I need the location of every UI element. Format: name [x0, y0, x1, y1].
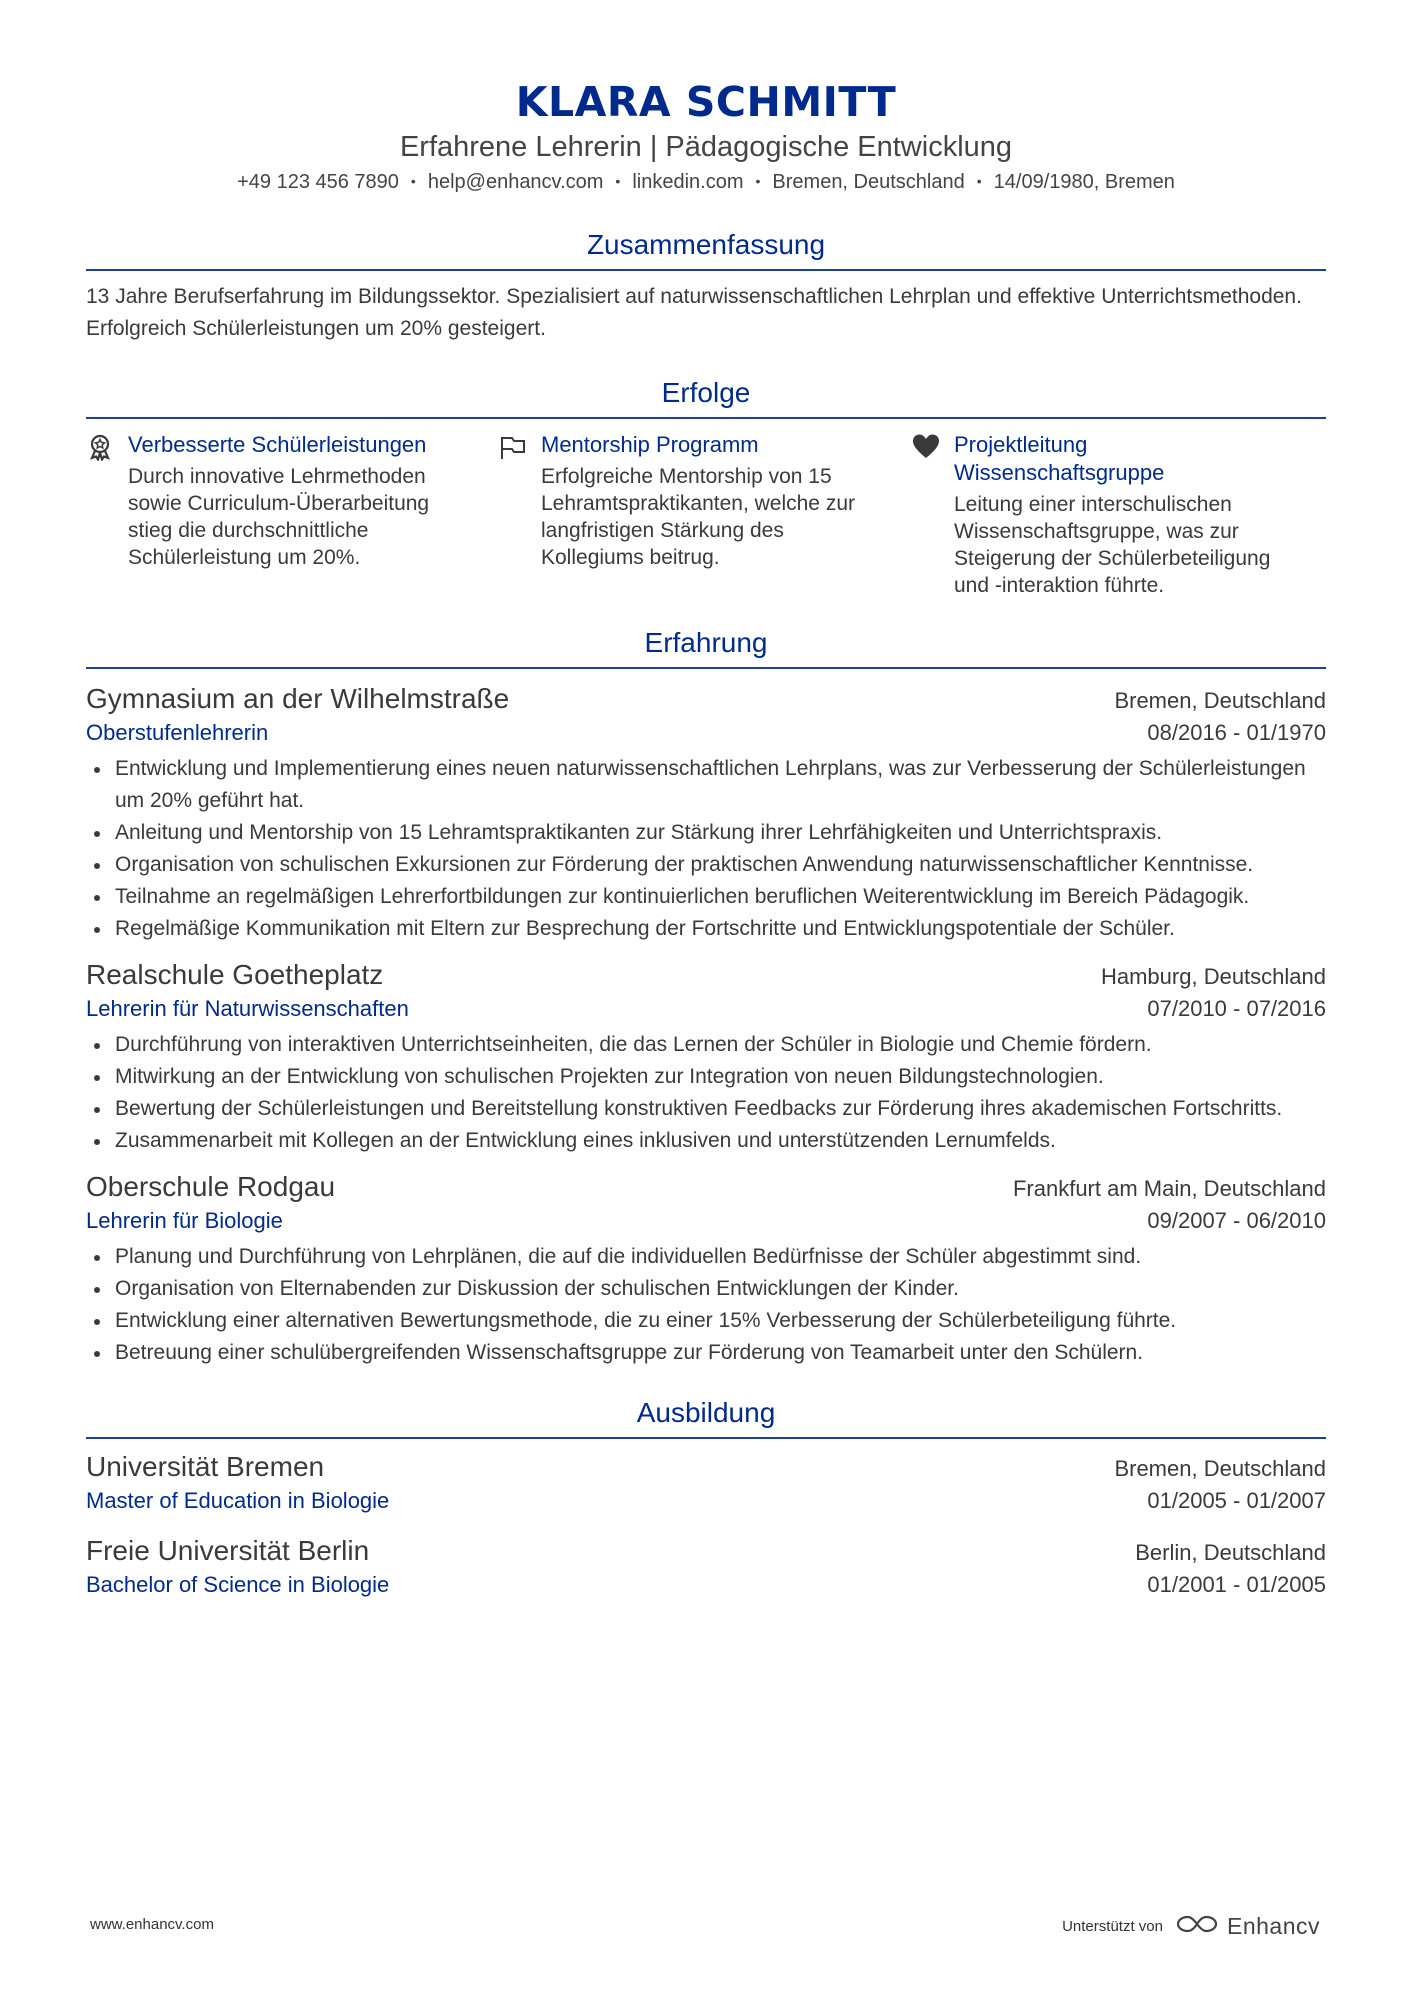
summary-section	[86, 227, 1326, 345]
contact-separator: •	[410, 173, 416, 189]
achievement-item	[912, 431, 1325, 599]
education-degree: Bachelor of Science in Biologie	[86, 1572, 390, 1597]
achievement-item	[86, 431, 499, 599]
contact-birth: 14/09/1980, Bremen	[993, 171, 1175, 193]
job-location: Frankfurt am Main, Deutschland	[1012, 1176, 1326, 1201]
education-location: Berlin, Deutschland	[1135, 1540, 1326, 1565]
list-item: Teilnahme an regelmäßigen Lehrerfortbildungen zur kontinuierlichen beruflichen Weiterentwicklung im Bereich Pädagogik.	[86, 881, 1326, 913]
job-entry	[86, 681, 1326, 945]
section-title: Erfahrung	[86, 625, 1326, 669]
education-dates: 01/2001 - 01/2005	[1147, 1572, 1326, 1597]
summary-text: 13 Jahre Berufserfahrung im Bildungssektor. Spezialisiert auf naturwissenschaftlichen Lehrplan und effektive Unterrichtsmethoden. Erfolgreich Schülerleistungen um 20% gesteigert.	[86, 285, 1302, 340]
job-location: Hamburg, Deutschland	[1100, 964, 1326, 989]
contact-line	[86, 168, 1326, 197]
contact-separator: •	[976, 173, 982, 189]
job-dates: 07/2010 - 07/2016	[1147, 996, 1326, 1021]
heart-icon	[912, 431, 954, 599]
list-item: Betreuung einer schulübergreifenden Wissenschaftsgruppe zur Förderung von Teamarbeit unter den Schülern.	[86, 1337, 1326, 1369]
job-dates: 09/2007 - 06/2010	[1147, 1208, 1326, 1233]
list-item: Organisation von schulischen Exkursionen zur Förderung der praktischen Anwendung naturwissenschaftlicher Kenntnisse.	[86, 849, 1326, 881]
job-entry	[86, 1169, 1326, 1369]
list-item: Regelmäßige Kommunikation mit Eltern zur Besprechung der Fortschritte und Entwicklungspotentiale der Schüler.	[86, 913, 1326, 945]
section-title: Zusammenfassung	[86, 227, 1326, 271]
job-organization: Realschule Goetheplatz	[86, 959, 384, 990]
achievement-title: Mentorship Programm	[541, 432, 759, 457]
achievements-section	[86, 375, 1326, 599]
award-icon	[86, 431, 128, 599]
achievements-grid	[86, 431, 1326, 599]
list-item: Durchführung von interaktiven Unterrichtseinheiten, die das Lernen der Schüler in Biologie und Chemie fördern.	[86, 1029, 1326, 1061]
contact-email[interactable]: help@enhancv.com	[427, 171, 604, 193]
education-degree: Master of Education in Biologie	[86, 1488, 390, 1513]
achievement-item	[499, 431, 912, 599]
education-section	[86, 1395, 1326, 1601]
job-role: Oberstufenlehrerin	[86, 720, 269, 745]
footer-branding	[1062, 1912, 1320, 1941]
list-item: Bewertung der Schülerleistungen und Bereitstellung konstruktiven Feedbacks zur Förderung ihres akademischen Fortschritts.	[86, 1093, 1326, 1125]
achievement-title: Verbesserte Schülerleistungen	[128, 432, 427, 457]
job-entry	[86, 957, 1326, 1157]
list-item: Planung und Durchführung von Lehrplänen, die auf die individuellen Bedürfnisse der Schüler abgestimmt sind.	[86, 1241, 1326, 1273]
list-item: Entwicklung und Implementierung eines neuen naturwissenschaftlichen Lehrplans, was zur Verbesserung der Schülerleistungen um 20% geführt hat.	[86, 753, 1326, 817]
candidate-subtitle: Erfahrene Lehrerin | Pädagogische Entwicklung	[399, 131, 1013, 163]
job-role: Lehrerin für Naturwissenschaften	[86, 996, 409, 1021]
education-entry	[86, 1533, 1326, 1601]
list-item: Zusammenarbeit mit Kollegen an der Entwicklung eines inklusiven und unterstützenden Lernumfelds.	[86, 1125, 1326, 1157]
job-dates: 08/2016 - 01/1970	[1147, 720, 1326, 745]
education-location: Bremen, Deutschland	[1114, 1456, 1326, 1481]
list-item: Entwicklung einer alternativen Bewertungsmethode, die zu einer 15% Verbesserung der Schülerbeteiligung führte.	[86, 1305, 1326, 1337]
job-organization: Gymnasium an der Wilhelmstraße	[86, 683, 510, 714]
job-location: Bremen, Deutschland	[1114, 688, 1326, 713]
contact-separator: •	[755, 173, 761, 189]
job-bullets	[86, 753, 1326, 945]
education-school: Freie Universität Berlin	[86, 1535, 370, 1566]
experience-section	[86, 625, 1326, 1369]
contact-phone: +49 123 456 7890	[237, 171, 399, 193]
enhancv-logo-icon	[1175, 1912, 1219, 1941]
achievement-description: Leitung einer interschulischen Wissenschaftsgruppe, was zur Steigerung der Schülerbeteiligung und -interaktion führte.	[954, 493, 1271, 597]
list-item: Anleitung und Mentorship von 15 Lehramtspraktikanten zur Stärkung ihrer Lehrfähigkeiten und Unterrichtspraxis.	[86, 817, 1326, 849]
job-bullets	[86, 1241, 1326, 1369]
flag-icon	[499, 431, 541, 599]
contact-linkedin[interactable]: linkedin.com	[632, 171, 744, 193]
education-school: Universität Bremen	[86, 1451, 325, 1482]
page-footer	[90, 1912, 1320, 1944]
list-item: Mitwirkung an der Entwicklung von schulischen Projekten zur Integration von neuen Bildungstechnologien.	[86, 1061, 1326, 1093]
job-role: Lehrerin für Biologie	[86, 1208, 283, 1233]
footer-website[interactable]: www.enhancv.com	[90, 1916, 214, 1933]
list-item: Organisation von Elternabenden zur Diskussion der schulischen Entwicklungen der Kinder.	[86, 1273, 1326, 1305]
education-entry	[86, 1449, 1326, 1517]
job-organization: Oberschule Rodgau	[86, 1171, 336, 1202]
achievement-title: Projektleitung Wissenschaftsgruppe	[954, 432, 1165, 485]
section-title: Ausbildung	[86, 1395, 1326, 1439]
candidate-name: KLARA SCHMITT	[515, 78, 897, 126]
section-title: Erfolge	[86, 375, 1326, 419]
resume-header	[86, 0, 1326, 197]
resume-page	[86, 0, 1326, 1601]
contact-location: Bremen, Deutschland	[772, 171, 965, 193]
education-dates: 01/2005 - 01/2007	[1147, 1488, 1326, 1513]
contact-separator: •	[615, 173, 621, 189]
achievement-description: Erfolgreiche Mentorship von 15 Lehramtspraktikanten, welche zur langfristigen Stärkung des Kollegiums beitrug.	[541, 465, 855, 569]
powered-by-label: Unterstützt von	[1062, 1918, 1163, 1935]
job-bullets	[86, 1029, 1326, 1157]
achievement-description: Durch innovative Lehrmethoden sowie Curriculum-Überarbeitung stieg die durchschnittliche Schülerleistung um 20%.	[128, 465, 430, 569]
brand-name: Enhancv	[1226, 1913, 1320, 1939]
